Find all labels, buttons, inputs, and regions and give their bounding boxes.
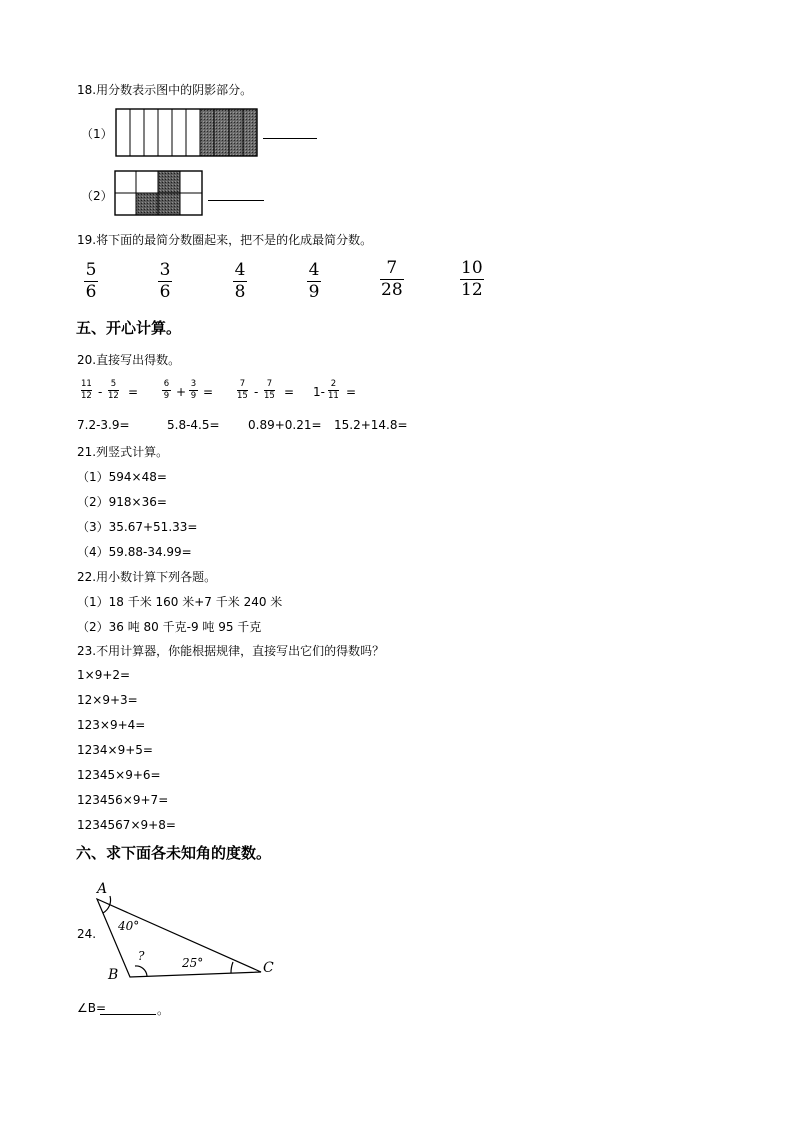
- q19-title: 19.将下面的最简分数圈起来，把不是的化成最简分数。: [77, 233, 373, 247]
- q20-item1-frac-a: 11 12: [81, 379, 92, 401]
- section-6-heading: 六、求下面各未知角的度数。: [76, 844, 272, 862]
- q23-item-6: 123456×9+7=: [77, 793, 169, 807]
- q20-item4-lead: 1-: [313, 385, 325, 399]
- q24-number: 24.: [77, 927, 97, 941]
- q24-answer-label: ∠B=: [77, 1001, 107, 1015]
- q20-decimal-4: 15.2+14.8=: [334, 418, 408, 432]
- q23-item-5: 12345×9+6=: [77, 768, 161, 782]
- q19-fraction-6[interactable]: 10 12: [461, 258, 483, 300]
- q21-item-3: （3）35.67+51.33=: [77, 520, 198, 534]
- q20-item1-frac-b: 5 12: [108, 379, 119, 401]
- q19-fraction-1[interactable]: 5 6: [85, 260, 97, 302]
- q20-item2-frac-a: 6 9: [163, 379, 170, 401]
- angle-c-label: 25°: [182, 956, 204, 970]
- vertex-b-label: B: [108, 967, 119, 983]
- angle-b-label: ?: [138, 949, 145, 963]
- q20-item3-equals: =: [284, 385, 295, 399]
- q22-title: 22.用小数计算下列各题。: [77, 570, 217, 584]
- q20-item1-operator: -: [98, 385, 103, 399]
- q18-part2-label: （2）: [81, 189, 113, 203]
- q20-item2-frac-b: 3 9: [190, 379, 197, 401]
- q23-item-4: 1234×9+5=: [77, 743, 153, 757]
- q20-decimal-3: 0.89+0.21=: [248, 418, 322, 432]
- q20-item2-equals: =: [203, 385, 214, 399]
- q20-item3-frac-a: 7 15: [237, 379, 248, 401]
- q22-item-2: （2）36 吨 80 千克-9 吨 95 千克: [77, 620, 262, 634]
- q19-fraction-3[interactable]: 4 8: [234, 260, 246, 302]
- q20-decimal-1: 7.2-3.9=: [77, 418, 130, 432]
- q18-title: 18.用分数表示图中的阴影部分。: [77, 83, 253, 97]
- q20-item3-operator: -: [254, 385, 259, 399]
- q20-title: 20.直接写出得数。: [77, 353, 181, 367]
- q18-answer-blank-1[interactable]: [263, 138, 317, 139]
- q20-item4-equals: =: [346, 385, 357, 399]
- q23-title: 23.不用计算器，你能根据规律，直接写出它们的得数吗？: [77, 644, 385, 658]
- q19-fraction-4[interactable]: 4 9: [308, 260, 320, 302]
- q21-title: 21.列竖式计算。: [77, 445, 169, 459]
- vertex-c-label: C: [263, 960, 274, 976]
- q18-grid-diagram: [113, 169, 205, 217]
- q21-item-4: （4）59.88-34.99=: [77, 545, 192, 559]
- q19-fraction-2[interactable]: 3 6: [159, 260, 171, 302]
- q18-answer-blank-2[interactable]: [208, 200, 264, 201]
- q24-triangle-diagram: [90, 876, 290, 986]
- q23-item-2: 12×9+3=: [77, 693, 138, 707]
- section-5-heading: 五、开心计算。: [76, 319, 182, 337]
- q20-item1-equals: =: [128, 385, 139, 399]
- q23-item-7: 1234567×9+8=: [77, 818, 176, 832]
- q20-item2-operator: +: [176, 385, 187, 399]
- q22-item-1: （1）18 千米 160 米+7 千米 240 米: [77, 595, 283, 609]
- q24-answer-end: 。: [157, 1003, 170, 1017]
- q18-strip-diagram: [114, 107, 260, 159]
- q21-item-2: （2）918×36=: [77, 495, 167, 509]
- q20-item4-frac-b: 2 11: [328, 379, 339, 401]
- q20-item3-frac-b: 7 15: [264, 379, 275, 401]
- q20-decimal-2: 5.8-4.5=: [167, 418, 220, 432]
- q24-answer-blank[interactable]: [100, 1014, 156, 1015]
- q19-fraction-5[interactable]: 7 28: [381, 258, 403, 300]
- q23-item-3: 123×9+4=: [77, 718, 146, 732]
- q21-item-1: （1）594×48=: [77, 470, 167, 484]
- q18-part1-label: （1）: [81, 127, 113, 141]
- q23-item-1: 1×9+2=: [77, 668, 131, 682]
- vertex-a-label: A: [97, 881, 108, 897]
- angle-a-label: 40°: [118, 919, 140, 933]
